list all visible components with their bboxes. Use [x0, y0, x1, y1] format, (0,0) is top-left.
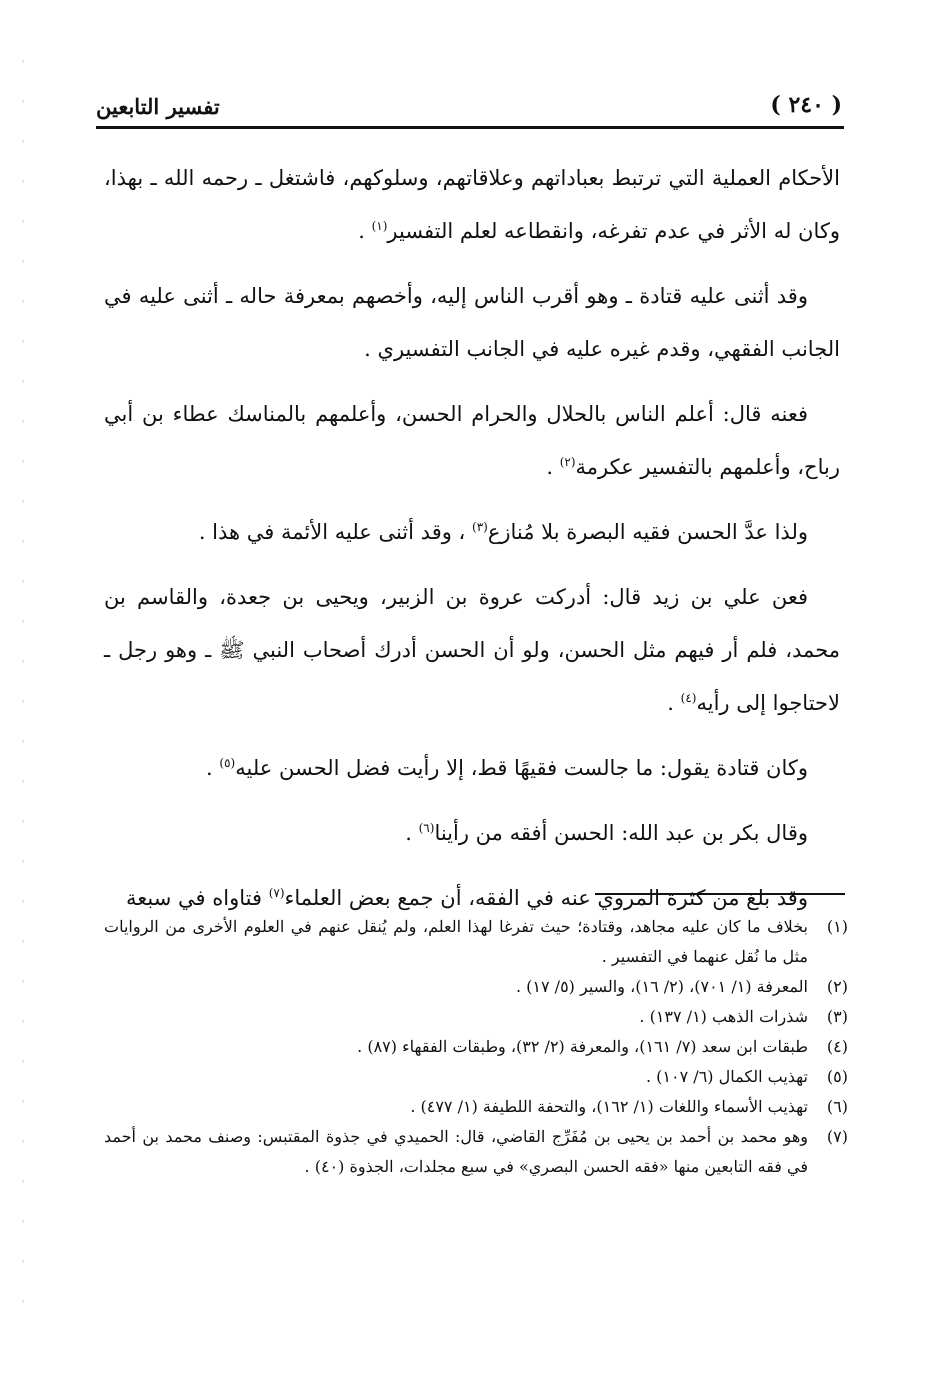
footnote-text: تهذيب الكمال (٦/ ١٠٧) .: [646, 1067, 808, 1086]
paragraph-6: [104, 742, 840, 795]
paragraph-1: [104, 152, 840, 258]
footnote-ref-4: (٤): [680, 691, 697, 705]
footnote-number: (٤): [826, 1037, 848, 1056]
paragraph-text: .: [667, 691, 681, 715]
paragraph-7: [104, 807, 840, 860]
footnote-ref-5: (٥): [219, 756, 236, 770]
footnote-ref-2: (٢): [559, 455, 576, 469]
paragraph-text: الأحكام العملية التي ترتبط بعباداتهم وعلاقاتهم، وسلوكهم، فاشتغل ـ رحمه الله ـ بهذا، وكان له الأثر في عدم تفرغه، وانقطاعه لعلم التفسير: [104, 166, 840, 243]
main-text: [104, 152, 840, 937]
paragraph-text: فعن علي بن زيد قال: أدركت عروة بن الزبير، ويحيى بن جعدة، والقاسم بن محمد، فلم أر فيهم مثل الحسن، ولو أن الحسن أدرك أصحاب النبي ﷺ ـ وهو رجل ـ لاحتاجوا إلى رأيه: [104, 585, 840, 715]
footnote-number: (٣): [826, 1007, 848, 1026]
footnote-item: [104, 1092, 848, 1122]
paragraph-text: وقال بكر بن عبد الله: الحسن أفقه من رأينا: [434, 821, 808, 845]
footnote-text: تهذيب الأسماء واللغات (١/ ١٦٢)، والتحفة اللطيفة (١/ ٤٧٧) .: [410, 1097, 808, 1116]
footnote-text: طبقات ابن سعد (٧/ ١٦١)، والمعرفة (٢/ ٣٢)، وطبقات الفقهاء (٨٧) .: [357, 1037, 808, 1056]
scan-margin-artifact: [22, 60, 24, 1340]
paragraph-text: فعنه قال: أعلم الناس بالحلال والحرام الحسن، وأعلمهم بالمناسك عطاء بن أبي رباح، وأعلمهم بالتفسير عكرمة: [104, 402, 840, 479]
footnote-text: المعرفة (١/ ٧٠١)، (٢/ ١٦)، والسير (٥/ ١٧) .: [515, 977, 808, 996]
paragraph-text: .: [546, 455, 560, 479]
page-header: [96, 92, 844, 129]
page-number: ( ٢٤٠ ): [770, 92, 842, 118]
footnotes-list: [104, 912, 848, 1182]
footnote-ref-6: (٦): [418, 821, 435, 835]
paragraph-3: [104, 388, 840, 494]
footnote-item: [104, 912, 848, 972]
footnote-number: (٥): [826, 1067, 848, 1086]
footnote-text: شذرات الذهب (١/ ١٣٧) .: [639, 1007, 808, 1026]
footnote-number: (١): [826, 917, 848, 936]
paragraph-text: .: [405, 821, 419, 845]
footnote-text: وهو محمد بن أحمد بن يحيى بن مُفَرِّج القاضي، قال: الحميدي في جذوة المقتبس: وصنف محمد بن أحمد في فقه التابعين منها «فقه الحسن البصري» في سبع مجلدات، الجذوة (٤٠) .: [104, 1127, 808, 1176]
paragraph-text: وقد بلغ من كثرة المروي عنه في الفقه، أن جمع بعض العلماء: [284, 886, 808, 910]
paragraph-text: فتاواه في سبعة: [126, 886, 269, 910]
footnote-number: (٦): [826, 1097, 848, 1116]
paragraph-text: ولذا عدَّ الحسن فقيه البصرة بلا مُنازع: [487, 520, 808, 544]
paragraph-2: وقد أثنى عليه قتادة ـ وهو أقرب الناس إليه، وأخصهم بمعرفة حاله ـ أثنى عليه في الجانب الفقهي، وقدم غيره عليه في الجانب التفسيري .: [104, 284, 840, 361]
footnote-item: [104, 972, 848, 1002]
paragraph-5: [104, 571, 840, 730]
paragraph-text: .: [206, 756, 220, 780]
footnote-item: [104, 1032, 848, 1062]
footnote-item: [104, 1002, 848, 1032]
footnote-ref-7: (٧): [268, 886, 285, 900]
paragraph-4: [104, 506, 840, 559]
footnote-separator: [595, 893, 845, 895]
paragraph-text: وكان قتادة يقول: ما جالست فقيهًا قط، إلا رأيت فضل الحسن عليه: [235, 756, 808, 780]
paragraph-text: ، وقد أثنى عليه الأئمة في هذا .: [198, 520, 472, 544]
footnote-number: (٢): [826, 977, 848, 996]
paragraph-text: .: [358, 219, 372, 243]
footnote-item: [104, 1062, 848, 1092]
running-title: تفسير التابعين: [96, 94, 220, 119]
footnote-text: بخلاف ما كان عليه مجاهد، وقتادة؛ حيث تفرغا لهذا العلم، ولم يُنقل عنهم في العلوم الأخرى من الروايات مثل ما نُقل عنهما في التفسير .: [104, 917, 809, 966]
footnote-ref-1: (١): [371, 219, 388, 233]
footnote-item: [104, 1122, 848, 1182]
footnote-ref-3: (٣): [472, 520, 488, 534]
footnote-number: (٧): [826, 1127, 848, 1146]
